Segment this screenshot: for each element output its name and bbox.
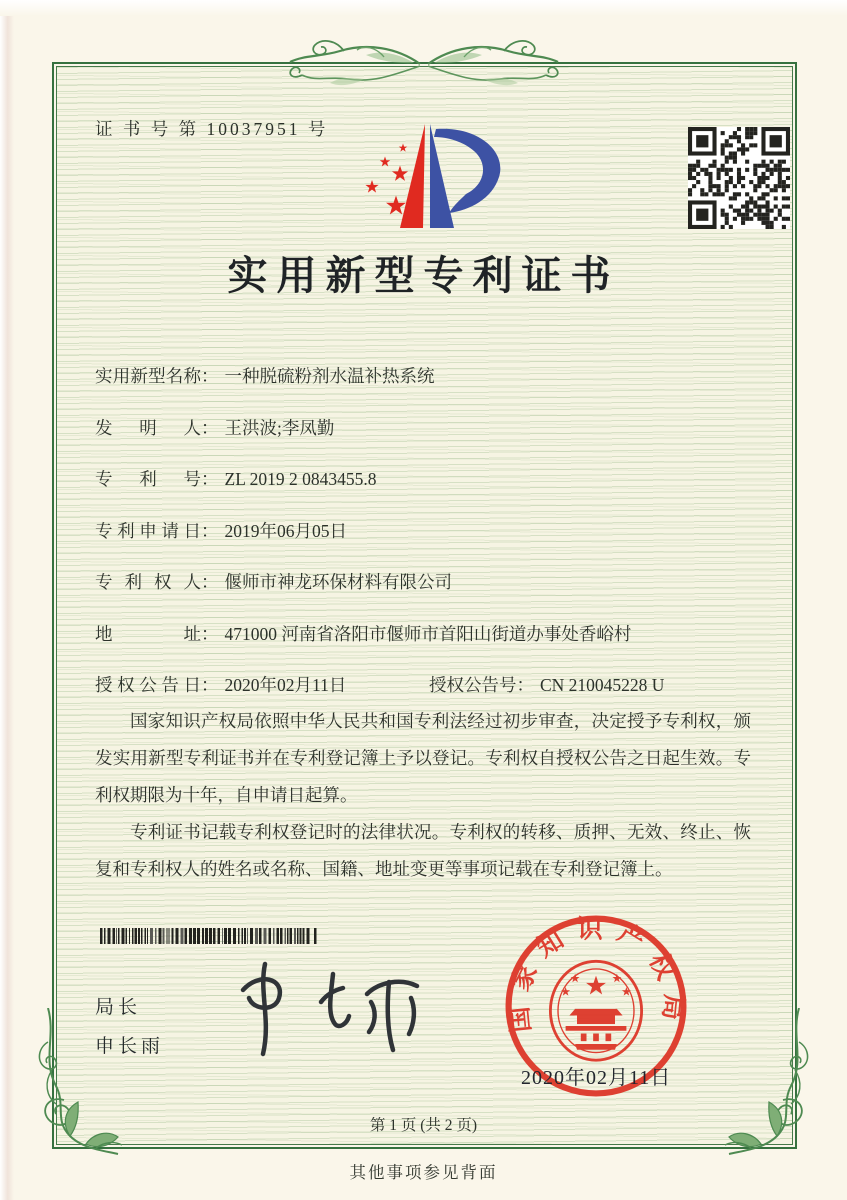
field-value: 偃师市神龙环保材料有限公司	[224, 572, 452, 592]
top-flourish-ornament	[288, 33, 560, 95]
field-row-filing-date	[95, 518, 755, 570]
field-colon: ：	[201, 417, 219, 438]
field-value: ZL 2019 2 0843455.8	[224, 469, 377, 489]
field-colon: ：	[516, 675, 534, 695]
barcode	[100, 928, 318, 944]
field-colon: ：	[201, 675, 219, 695]
field-row-patentee	[95, 569, 755, 621]
field-colon: ：	[201, 623, 219, 644]
field-value: 一种脱硫粉剂水温补热系统	[224, 366, 435, 386]
certificate-fields	[95, 363, 755, 724]
field-row-utility-model-name	[95, 363, 755, 415]
field-label: 地址	[95, 623, 201, 644]
certificate-title: 实用新型专利证书	[227, 253, 620, 298]
field-label: 授权公告日	[95, 675, 201, 695]
field-value: 471000 河南省洛阳市偃师市首阳山街道办事处香峪村	[224, 623, 632, 644]
field-value: 2020年02月11日	[224, 675, 347, 695]
certificate-number: 证 书 号 第 10037951 号	[95, 119, 329, 139]
footer-note: 其他事项参见背面	[349, 1163, 498, 1182]
corner-ornament-right	[711, 1008, 821, 1158]
field-row-inventor	[95, 415, 755, 467]
field-label: 专利号	[95, 469, 201, 489]
national-emblem-icon	[550, 961, 641, 1060]
scan-edge-shadow	[0, 0, 14, 1200]
field-row-patent-number	[95, 466, 755, 518]
field-value: 2019年06月05日	[224, 520, 347, 541]
legal-text-block	[95, 703, 751, 888]
field-colon: ：	[201, 520, 219, 541]
page-number: 第 1 页 (共 2 页)	[369, 1117, 478, 1134]
qr-code	[688, 127, 790, 229]
field-colon: ：	[201, 366, 219, 386]
seal-date: 2020年02月11日	[521, 1067, 672, 1089]
scan-top-shadow	[0, 0, 847, 16]
commissioner-title: 局长	[95, 997, 142, 1018]
field-grant-publication-number	[429, 672, 664, 697]
field-label: 实用新型名称	[95, 366, 201, 386]
field-value: 王洪波;李凤勤	[224, 417, 335, 438]
legal-paragraph-2: 专利证书记载专利权登记时的法律状况。专利权的转移、质押、无效、终止、恢复和专利权人的姓名或名称、国籍、地址变更等事项记载在专利登记簿上。	[95, 822, 751, 879]
field-label: 专利申请日	[95, 520, 201, 541]
field-colon: ：	[201, 469, 219, 489]
field-row-address	[95, 621, 755, 673]
commissioner-signature	[225, 950, 435, 1068]
field-colon: ：	[201, 572, 219, 592]
legal-paragraph-1: 国家知识产权局依照中华人民共和国专利法经过初步审查，决定授予专利权，颁发实用新型专利证书并在专利登记簿上予以登记。专利权自授权公告之日起生效。专利权期限为十年，自申请日起算。	[95, 711, 751, 805]
field-label: 专利权人	[95, 572, 201, 592]
cnipa-logo-icon	[337, 116, 513, 238]
field-label: 发明人	[95, 417, 201, 438]
commissioner-name: 申长雨	[95, 1036, 165, 1057]
field-value: CN 210045228 U	[540, 675, 665, 695]
field-label: 授权公告号	[429, 675, 517, 695]
seal-text: 国家知识产权局	[503, 914, 689, 1034]
